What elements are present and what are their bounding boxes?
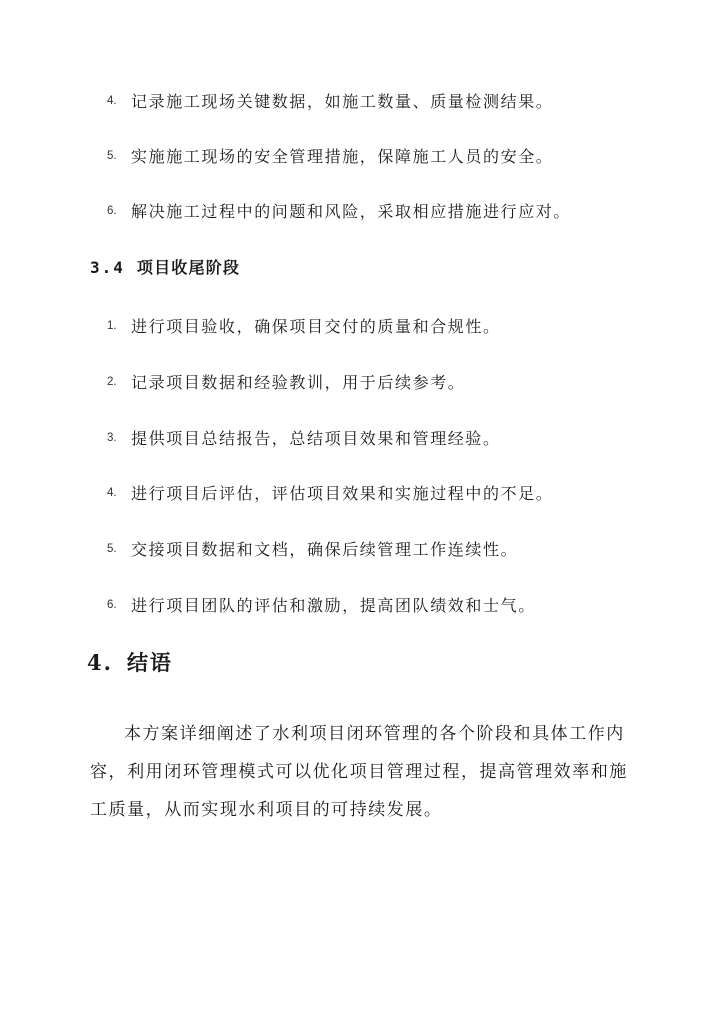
- list-item-text: 进行项目团队的评估和激励，提高团队绩效和士气。: [131, 596, 536, 615]
- list-item-number: 5.: [107, 543, 117, 555]
- list-item-number: 4.: [107, 95, 117, 107]
- list-item-text: 实施施工现场的安全管理措施，保障施工人员的安全。: [131, 147, 554, 166]
- section-heading-4: [87, 648, 173, 678]
- list-item-text: 进行项目验收，确保项目交付的质量和合规性。: [131, 317, 501, 336]
- list-item-number: 5.: [107, 150, 117, 162]
- list-item: [0, 145, 720, 173]
- list-item-number: 4.: [107, 487, 117, 499]
- list-item-text: 交接项目数据和文档，确保后续管理工作连续性。: [131, 540, 519, 559]
- section-number: 4.: [87, 650, 113, 675]
- list-item-text: 进行项目后评估，评估项目效果和实施过程中的不足。: [131, 484, 554, 503]
- list-item: [0, 200, 720, 228]
- conclusion-paragraph: 本方案详细阐述了水利项目闭环管理的各个阶段和具体工作内容，利用闭环管理模式可以优化项目管理过程，提高管理效率和施工质量，从而实现水利项目的可持续发展。: [90, 724, 628, 820]
- list-item-number: 2.: [107, 376, 117, 388]
- list-item-text: 解决施工过程中的问题和风险，采取相应措施进行应对。: [131, 202, 572, 221]
- list-item-number: 3.: [107, 432, 117, 444]
- list-item: [0, 427, 720, 455]
- list-item: [0, 90, 720, 118]
- list-item: [0, 594, 720, 622]
- list-item-text: 提供项目总结报告，总结项目效果和管理经验。: [131, 429, 501, 448]
- list-item-number: 6.: [107, 205, 117, 217]
- section-title: 结语: [126, 650, 173, 675]
- section-title: 项目收尾阶段: [136, 258, 241, 277]
- list-item: [0, 482, 720, 510]
- list-item-number: 6.: [107, 599, 117, 611]
- list-item: [0, 315, 720, 343]
- list-item: [0, 371, 720, 399]
- list-item: [0, 538, 720, 566]
- section-number: 3.4: [90, 258, 125, 277]
- list-item-text: 记录施工现场关键数据，如施工数量、质量检测结果。: [131, 92, 554, 111]
- list-item-number: 1.: [107, 320, 117, 332]
- section-heading-3-4: [90, 256, 240, 280]
- list-item-text: 记录项目数据和经验教训，用于后续参考。: [131, 373, 466, 392]
